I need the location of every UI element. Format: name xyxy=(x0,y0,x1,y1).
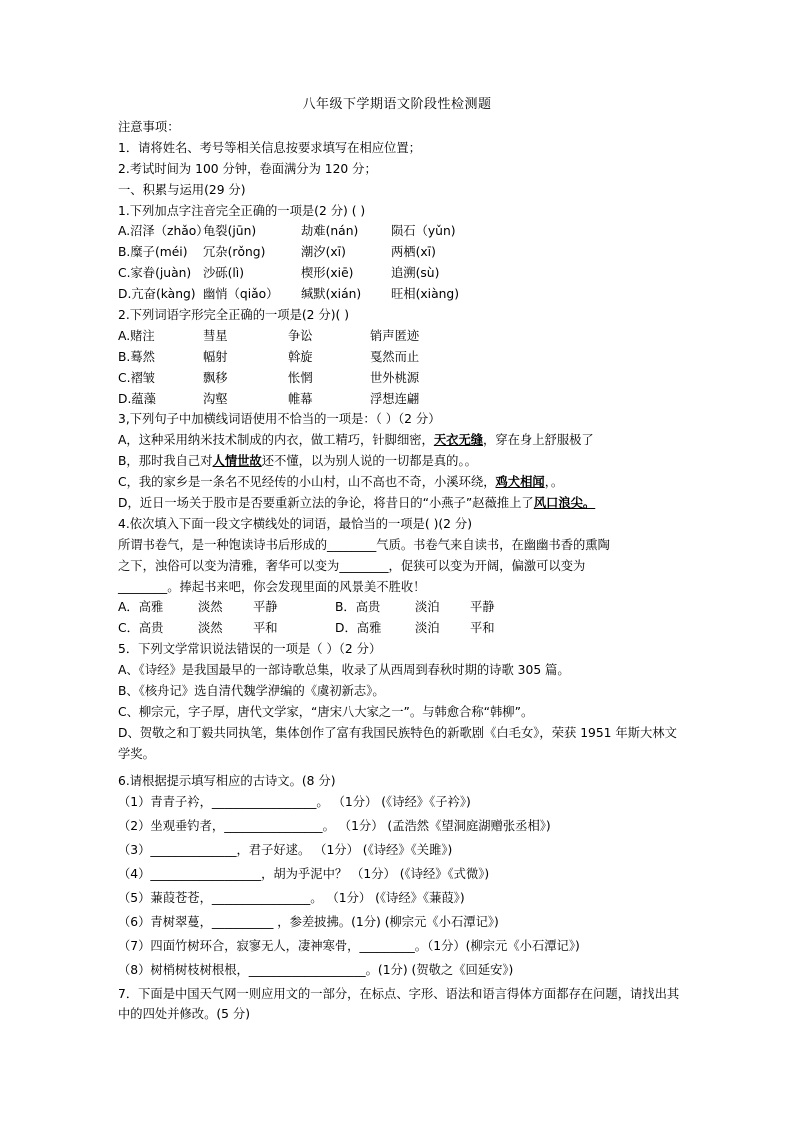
page-title: 八年级下学期语文阶段性检测题 xyxy=(302,97,492,112)
question-4-stem: 4.依次填入下面一段文字横线处的词语，最恰当的一项是( )(2 分) xyxy=(118,516,472,531)
option-text: ，穿在身上舒服极了 xyxy=(483,433,594,448)
option-cell: 劫难(nán) xyxy=(301,224,359,239)
underlined-term: 鸡犬相闻 xyxy=(495,475,545,490)
option-cell: B.糜子(méi) xyxy=(118,245,188,260)
option-cell: A.沼泽（zhǎo） xyxy=(118,224,209,239)
option-cell: C．高贵 xyxy=(118,621,164,636)
poem-fill-item: （6）青树翠蔓，__________ ，参差披拂。(1分) (柳宗元《小石潭记》) xyxy=(118,914,499,929)
question-4-options-cd xyxy=(118,618,680,639)
option-cell: 平和 xyxy=(253,621,278,636)
underlined-term: 风口浪尖。 xyxy=(533,496,596,511)
poem-fill-item: （1）青青子衿，_________________。 （1分） (《诗经》《子衿》) xyxy=(118,794,471,809)
option-cell: 幅射 xyxy=(203,349,228,364)
option-cell: 沙砾(lì) xyxy=(203,266,245,281)
option-cell: 怅惘 xyxy=(288,370,313,385)
option-cell: 世外桃源 xyxy=(370,370,420,385)
option-cell: 争讼 xyxy=(288,328,313,343)
option-cell: 浮想连翩 xyxy=(370,391,420,406)
option-cell: 冗杂(rǒng) xyxy=(203,245,266,260)
option-cell: 淡泊 xyxy=(415,621,440,636)
option-cell: 戛然而止 xyxy=(370,349,420,364)
question-4-passage: 所谓书卷气，是一种饱读诗书后形成的________气质。书卷气来自读书，在幽幽书香的熏陶 xyxy=(118,537,610,552)
option-cell: 追溯(sù) xyxy=(391,266,440,281)
option-cell: 斡旋 xyxy=(288,349,313,364)
poem-fill-item: （4）__________________，胡为乎泥中？ （1分） (《诗经》《式微》) xyxy=(118,866,490,881)
option-cell: D.蕴藻 xyxy=(118,391,156,406)
question-1-option-a xyxy=(118,221,680,242)
question-5-option-b: B、《核舟记》选自清代魏学洢编的《虞初新志》。 xyxy=(118,684,385,699)
question-3-option-b xyxy=(118,451,680,472)
option-cell: 淡然 xyxy=(198,621,223,636)
option-cell: 两栖(xī) xyxy=(391,245,436,260)
option-cell: D．高雅 xyxy=(335,621,382,636)
note-item: 1．请将姓名、考号等相关信息按要求填写在相应位置； xyxy=(118,140,421,155)
option-cell: 彗星 xyxy=(203,328,228,343)
underlined-term: 天衣无缝 xyxy=(433,433,484,448)
question-6-stem: 6.请根据提示填写相应的古诗文。(8 分) xyxy=(118,773,336,788)
option-cell: C.家眷(juàn) xyxy=(118,266,192,281)
option-cell: 缄默(xián) xyxy=(301,287,362,302)
option-text: A，这种采用纳米技术制成的内衣，做工精巧，针脚细密， xyxy=(118,433,434,448)
option-cell: A．高雅 xyxy=(118,600,164,615)
question-4-passage: ________。捧起书来吧，你会发现里面的风景美不胜收！ xyxy=(118,579,426,594)
question-1-option-b xyxy=(118,242,680,263)
question-2-option-a xyxy=(118,326,680,347)
option-text: ，。 xyxy=(544,475,564,490)
option-cell: 旺相(xiàng) xyxy=(391,287,460,302)
question-1-option-c xyxy=(118,263,680,284)
option-text: B，那时我自己对 xyxy=(118,454,213,469)
option-cell: 淡然 xyxy=(198,600,223,615)
option-cell: B.蓦然 xyxy=(118,349,155,364)
question-5-option-d: D、贺敬之和丁毅共同执笔，集体创作了富有我国民族特色的新歌剧《白毛女》，荣获 1951 年斯大林文学奖。 xyxy=(118,725,677,761)
question-4-options-ab xyxy=(118,597,680,618)
option-cell: A.赌注 xyxy=(118,328,155,343)
poem-fill-item: （7）四面竹树环合，寂寥无人，凄神寒骨，_________。（1分）(柳宗元《小石潭记》) xyxy=(118,938,580,953)
option-cell: 潮汐(xī) xyxy=(301,245,346,260)
option-cell: 楔形(xiē) xyxy=(301,266,354,281)
notes-heading: 注意事项： xyxy=(118,120,180,134)
poem-fill-item: （5）蒹葭苍苍，________________。 （1分） (《诗经》《蒹葭》) xyxy=(118,890,465,905)
question-7-stem: 7．下面是中国天气网一则应用文的一部分，在标点、字形、语法和语言得体方面都存在问题，请找出其中的四处并修改。(5 分) xyxy=(118,986,680,1022)
option-text: C，我的家乡是一条名不见经传的小山村，山不高也不奇，小溪环绕， xyxy=(118,475,496,490)
underlined-term: 人情世故 xyxy=(212,454,262,469)
option-text: 还不懂，以为别人说的一切都是真的。。 xyxy=(261,454,477,469)
option-cell: B．高贵 xyxy=(335,600,381,615)
section-heading: 一、积累与运用(29 分) xyxy=(118,182,246,197)
option-cell: 平静 xyxy=(470,600,495,615)
option-cell: D.亢奋(kàng) xyxy=(118,287,196,302)
question-4-passage: 之下，浊俗可以变为清雅，奢华可以变为________，促狭可以变为开阔，偏激可以变为 xyxy=(118,558,586,573)
question-1-option-d xyxy=(118,284,680,305)
option-cell: 陨石（yǔn) xyxy=(391,224,456,239)
option-cell: 帷幕 xyxy=(288,391,313,406)
question-5-option-a: A、《诗经》是我国最早的一部诗歌总集，收录了从西周到春秋时期的诗歌 305 篇。 xyxy=(118,663,570,678)
option-cell: 平静 xyxy=(253,600,278,615)
question-2-option-d xyxy=(118,389,680,410)
question-5-stem: 5．下列文学常识说法错误的一项是（ ）（2 分） xyxy=(118,642,382,657)
poem-fill-item: （8）树梢树枝树根根，___________________。(1分) (贺敬之《回延安》) xyxy=(118,962,514,977)
poem-fill-item: （2）坐观垂钓者，________________。 （1分） (孟浩然《望洞庭湖赠张丞相》) xyxy=(118,818,551,833)
option-text: D，近日一场关于股市是否要重新立法的争论，将昔日的“小燕子”赵薇推上了 xyxy=(118,496,534,511)
note-item: 2.考试时间为 100 分钟，卷面满分为 120 分； xyxy=(118,161,377,176)
option-cell: 平和 xyxy=(470,621,495,636)
question-3-option-a xyxy=(118,430,680,451)
question-2-option-c xyxy=(118,368,680,389)
question-2-option-b xyxy=(118,347,680,368)
option-cell: 幽悄（qiǎo） xyxy=(203,287,279,302)
option-cell: C.褶皱 xyxy=(118,370,156,385)
option-cell: 沟壑 xyxy=(203,391,228,406)
exam-content xyxy=(118,117,680,1025)
question-3-stem: 3,下列句子中加横线词语使用不恰当的一项是：（ ）（2 分） xyxy=(118,412,441,427)
option-cell: 飘移 xyxy=(203,370,228,385)
question-3-option-c xyxy=(118,472,680,493)
question-2-stem: 2.下列词语字形完全正确的一项是(2 分)( ) xyxy=(118,308,350,323)
question-5-option-c: C、柳宗元，字子厚，唐代文学家，“唐宋八大家之一”。与韩愈合称“韩柳”。 xyxy=(118,704,534,719)
question-3-option-d xyxy=(118,493,680,514)
option-cell: 销声匿迹 xyxy=(370,328,420,343)
option-cell: 龟裂(jūn) xyxy=(203,224,257,239)
question-1-stem: 1.下列加点字注音完全正确的一项是(2 分) ( ) xyxy=(118,203,366,218)
poem-fill-item: （3）______________，君子好逑。 （1分） (《诗经》《关雎》) xyxy=(118,842,453,857)
option-cell: 淡泊 xyxy=(415,600,440,615)
